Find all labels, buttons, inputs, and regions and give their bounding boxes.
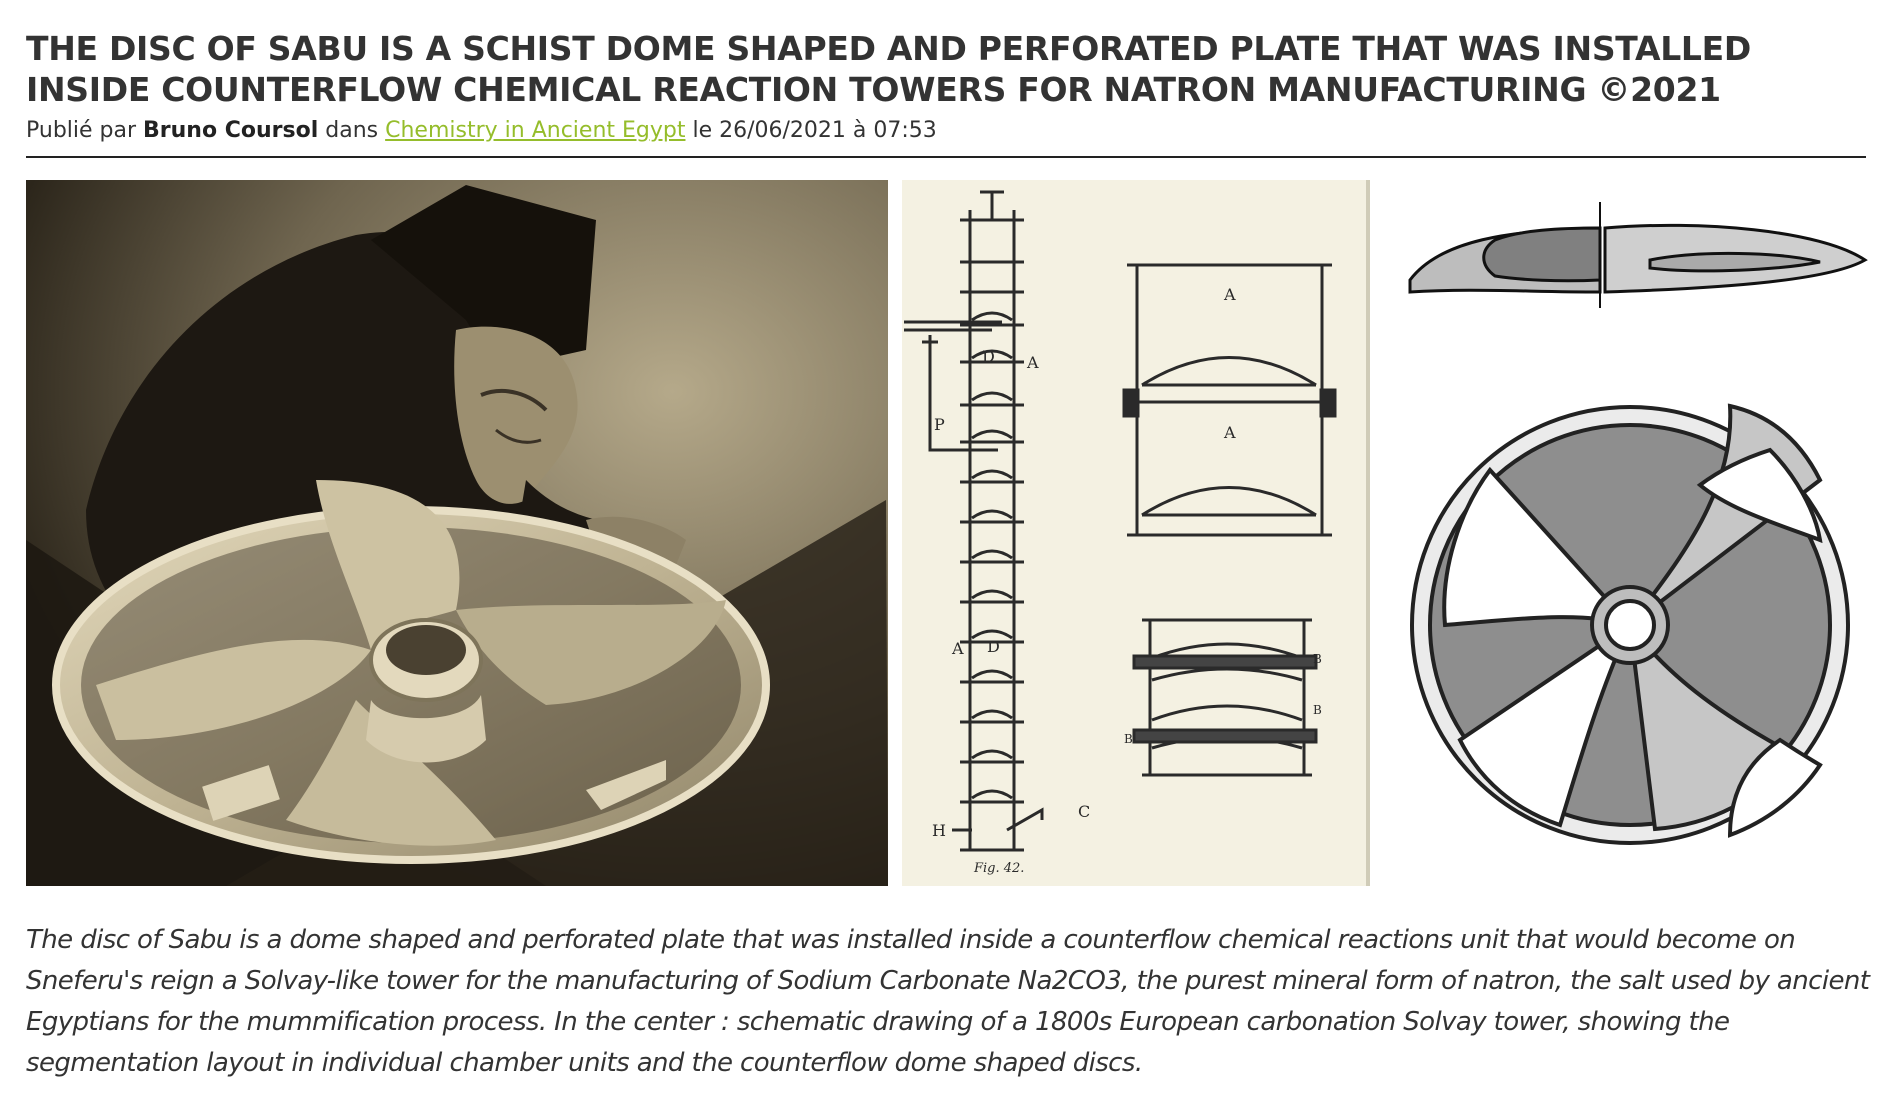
author-name[interactable]: Bruno Coursol <box>143 118 319 143</box>
label-b-upper: B <box>1313 652 1322 666</box>
meta-prefix: Publié par <box>26 118 144 143</box>
label-b-left: B <box>1124 732 1133 746</box>
article-meta <box>26 118 937 143</box>
solvay-tower-drawing <box>902 180 1370 886</box>
figure-number: Fig. 42. <box>974 861 1025 876</box>
meta-in: dans <box>318 118 386 143</box>
label-a-tower-top: A <box>1027 353 1039 372</box>
article-title: THE DISC OF SABU IS A SCHIST DOME SHAPED AND PERFORATED PLATE THAT WAS INSTALLED INSIDE COUNTERFLOW CHEMICAL REACTION TOWERS FOR NATRON MANUFACTURING ©2021 <box>26 29 1751 109</box>
label-d-tower-bottom: D <box>987 637 1000 656</box>
label-c-outlet: C <box>1078 802 1091 821</box>
category-link[interactable]: Chemistry in Ancient Egypt <box>385 118 686 143</box>
disc-diagram <box>1400 180 1868 886</box>
label-b-right: B <box>1313 703 1322 717</box>
meta-date: le 26/06/2021 à 07:53 <box>685 118 937 143</box>
label-a-chamber-2: A <box>1224 423 1236 442</box>
figure-caption: The disc of Sabu is a dome shaped and perforated plate that was installed inside a counterflow chemical reactions unit that would become on Sneferu's reign a Solvay-like tower for the manufacturing of Sodium Carbonate Na2CO3, the purest mineral form of natron, the salt used by ancient Egyptians for the mummification process. In the center : schematic drawing of a 1800s European carbonation Solvay tower, showing the segmentation layout in individual chamber units and the counterflow dome shaped discs. <box>26 925 1870 1078</box>
label-p-pipe: P <box>934 415 945 434</box>
title-divider <box>26 156 1866 158</box>
label-a-tower-bottom: A <box>952 639 964 658</box>
label-a-chamber-1: A <box>1224 285 1236 304</box>
disc-photograph <box>26 180 888 886</box>
label-d-tower-top: D <box>982 347 995 366</box>
label-h-inlet: H <box>932 821 946 840</box>
